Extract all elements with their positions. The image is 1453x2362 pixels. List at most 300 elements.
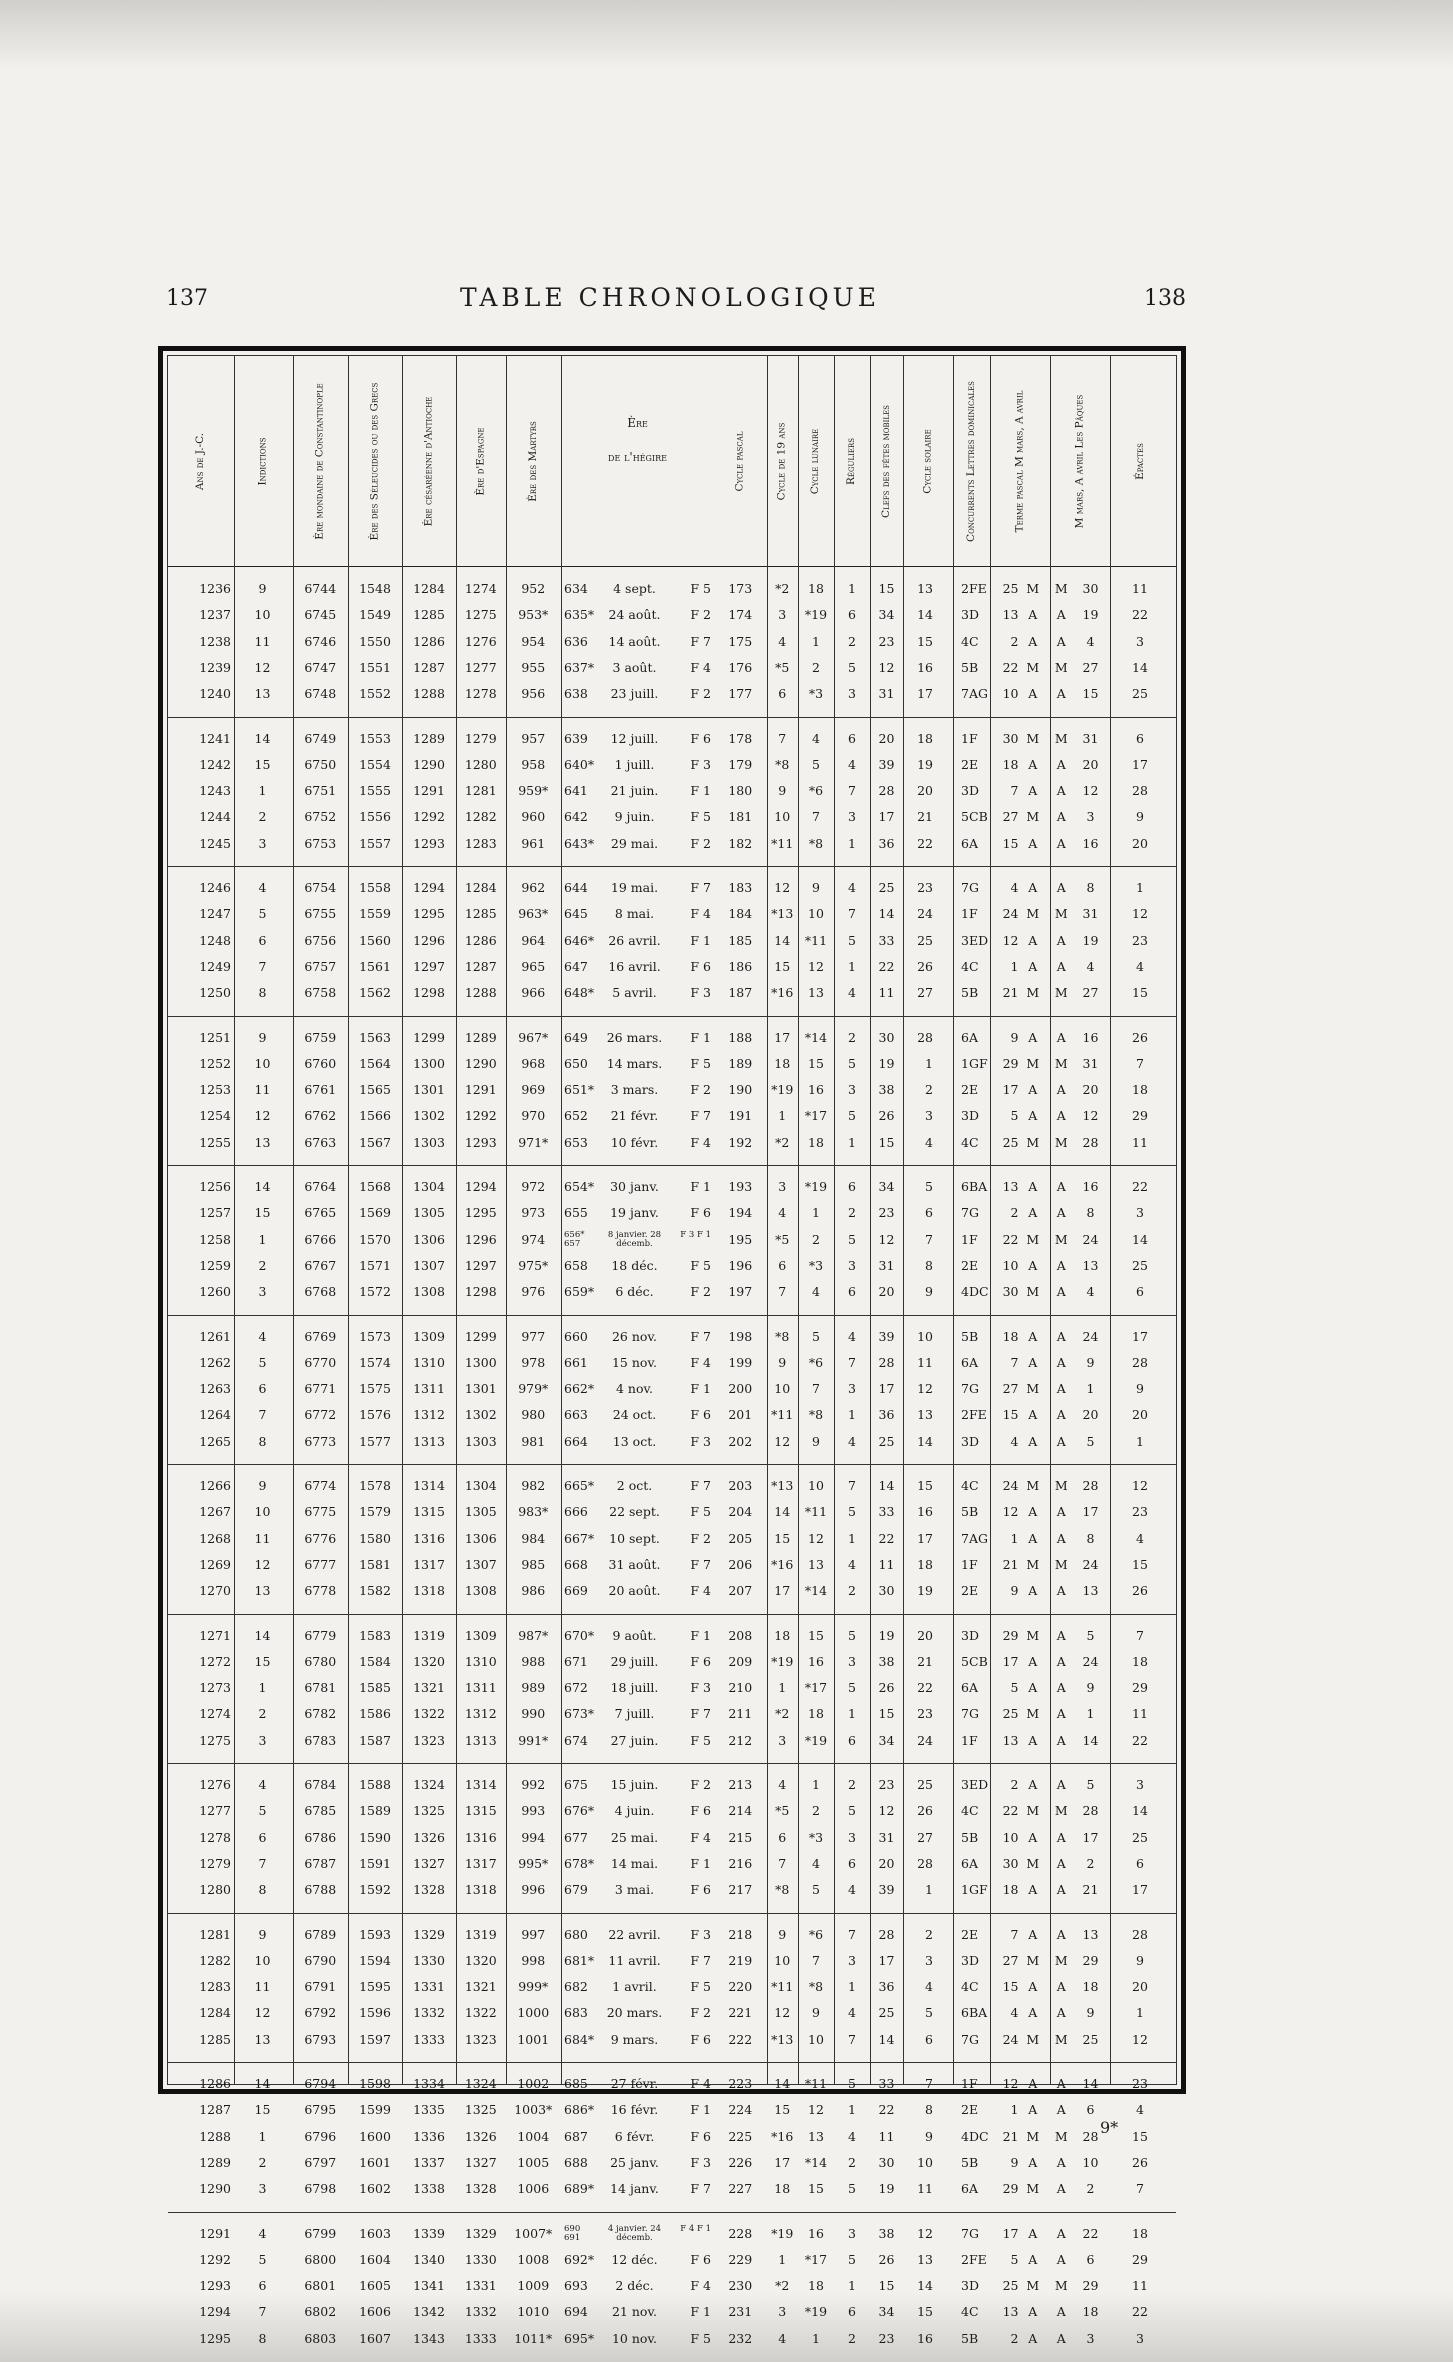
table-cell: 6798 <box>304 2181 337 2197</box>
table-cell: A <box>1056 835 1066 851</box>
table-cell: 186 <box>728 958 753 974</box>
table-cell: 6 <box>925 2031 933 2047</box>
table-cell: 15 <box>878 1706 895 1722</box>
table-cell: 20 <box>878 730 895 746</box>
table-cell: 1 <box>961 730 969 746</box>
table-cell: 9 <box>258 1478 267 1493</box>
table-cell: 666 <box>564 1504 588 1520</box>
table-cell: A <box>1028 1205 1038 1221</box>
table-cell: E <box>969 756 979 772</box>
table-cell: 15 <box>917 1478 933 1493</box>
table-cell: A <box>1028 1029 1038 1045</box>
table-cell: *19 <box>771 1653 794 1669</box>
table-cell: 3 <box>1086 809 1095 825</box>
table-cell: 6 <box>961 1179 969 1194</box>
table-cell: 1577 <box>359 1433 391 1449</box>
table-cell: 9 <box>1136 1952 1144 1968</box>
table-cell: 6792 <box>304 2005 337 2021</box>
table-cell: F <box>969 1231 978 1247</box>
table-cell: 25 <box>1002 1134 1019 1150</box>
table-cell: 24 oct. <box>612 1407 657 1423</box>
table-cell: 25 <box>1002 581 1019 596</box>
table-cell: 1306 <box>413 1231 445 1247</box>
table-cell: 5 <box>1086 1627 1095 1643</box>
table-cell: 7 <box>961 1706 969 1722</box>
table-cell: F 7 <box>690 1328 711 1344</box>
table-cell: 16 févr. <box>610 2102 659 2118</box>
table-cell: 4 <box>961 1284 969 1300</box>
table-cell: 22 <box>917 1680 933 1696</box>
table-cell: 1596 <box>359 2005 391 2021</box>
table-cell: F 6 <box>690 958 711 974</box>
table-cell: 26 <box>878 1108 895 1124</box>
column-header <box>714 362 767 560</box>
table-cell: 19 <box>1082 932 1099 948</box>
table-cell: F 3 <box>690 1433 711 1449</box>
table-cell: 17 <box>1002 1653 1019 1669</box>
table-cell: 1009 <box>517 2278 550 2294</box>
table-cell: 20 <box>1132 835 1148 851</box>
table-cell: 18 <box>1002 1882 1019 1898</box>
table-cell: 36 <box>878 1407 895 1423</box>
table-cell: M <box>1026 1381 1040 1397</box>
table-cell: 232 <box>728 2330 753 2346</box>
table-cell: 14 <box>774 932 791 948</box>
table-cell: 1260 <box>199 1284 231 1300</box>
table-cell: 2 <box>1086 2181 1095 2197</box>
table-cell: 208 <box>728 1627 753 1643</box>
table-cell: 1304 <box>413 1179 445 1194</box>
table-cell: 28 <box>1082 1803 1099 1819</box>
table-cell: 30 <box>1082 581 1099 596</box>
table-cell: 1308 <box>413 1284 445 1300</box>
table-cell: 4 <box>961 1478 969 1493</box>
table-cell: 3 <box>961 1627 969 1643</box>
table-cell: 4 <box>961 2304 969 2320</box>
table-cell: 11 avril. <box>608 1952 661 1968</box>
table-cell: 1 <box>1086 1381 1095 1397</box>
table-cell: 1329 <box>464 2225 497 2241</box>
table-cell: 15 <box>1002 1979 1019 1995</box>
table-cell: 5 <box>961 1829 969 1845</box>
table-cell: 1285 <box>464 906 497 922</box>
table-cell: 6 <box>961 1855 969 1871</box>
table-cell: 7 <box>1010 1926 1019 1942</box>
table-cell: *5 <box>775 659 790 675</box>
table-cell: 6759 <box>304 1029 337 1045</box>
table-cell: 1564 <box>359 1055 391 1071</box>
table-cell: 1279 <box>464 730 497 746</box>
table-cell: 996 <box>521 1882 546 1898</box>
table-cell: 33 <box>878 932 895 948</box>
table-cell: 19 <box>1082 607 1099 623</box>
table-cell: 1303 <box>464 1433 497 1449</box>
table-cell: 16 <box>1082 1029 1099 1045</box>
table-cell: 1277 <box>199 1803 231 1819</box>
table-cell: 637* <box>564 659 595 675</box>
table-cell: 1240 <box>199 686 231 702</box>
table-cell: 1565 <box>359 1082 391 1098</box>
table-cell: 1266 <box>199 1478 231 1493</box>
table-cell: 8 <box>258 1433 267 1449</box>
table-cell: 197 <box>728 1284 753 1300</box>
table-cell: 2 <box>848 1205 856 1221</box>
table-cell: 15 <box>254 1205 271 1221</box>
table-cell: 28 <box>1132 1926 1148 1942</box>
table-cell: 4 <box>961 2128 969 2144</box>
table-cell: 221 <box>728 2005 753 2021</box>
table-cell: 4 <box>812 1284 820 1300</box>
table-cell: 5 <box>961 1653 969 1669</box>
table-cell: 24 <box>1082 1328 1099 1344</box>
table-cell: 1553 <box>359 730 391 746</box>
table-cell: 3 <box>778 1732 787 1748</box>
table-cell: 1 <box>961 1732 969 1748</box>
table-cell: F 5 <box>690 1979 711 1995</box>
table-cell: 1268 <box>199 1530 231 1546</box>
table-cell: 982 <box>521 1478 546 1493</box>
table-cell: FE <box>969 1407 987 1423</box>
table-cell: 1259 <box>199 1257 231 1273</box>
table-cell: 12 <box>917 1381 933 1397</box>
table-cell: A <box>1056 1205 1066 1221</box>
table-cell: 12 <box>1132 1478 1148 1493</box>
table-cell: 7 <box>848 906 856 922</box>
table-cell: 6 <box>961 2181 969 2197</box>
table-cell: 1284 <box>199 2005 231 2021</box>
table-cell: 17 <box>774 1029 791 1045</box>
table-cell: M <box>1026 1134 1040 1150</box>
table-cell: 10 sept. <box>609 1530 660 1546</box>
table-cell: 10 <box>917 2154 933 2170</box>
table-cell: 7 <box>848 1354 856 1370</box>
table-cell: 200 <box>728 1381 753 1397</box>
table-cell: 1560 <box>359 932 391 948</box>
table-cell: 6 <box>848 607 856 623</box>
table-cell: 12 juill. <box>610 730 659 746</box>
table-cell: 8 <box>258 1882 267 1898</box>
table-cell: 9 <box>1136 809 1144 825</box>
table-cell: 1255 <box>199 1134 231 1150</box>
table-cell: 26 <box>878 2251 895 2267</box>
table-cell: 1328 <box>464 2181 497 2197</box>
table-cell: 1290 <box>199 2181 231 2197</box>
table-cell: A <box>969 1029 979 1045</box>
table-cell: A <box>1056 2304 1066 2320</box>
table-cell: 1 <box>1010 2102 1019 2118</box>
table-cell: 4 <box>778 633 787 649</box>
table-cell: 20 août. <box>608 1583 661 1599</box>
table-cell: 15 <box>774 958 791 974</box>
hegire-header-bottom: de l'hégire <box>608 450 667 464</box>
table-cell: 6 <box>778 686 787 702</box>
table-cell: A <box>1028 958 1038 974</box>
table-cell: 7 <box>258 1855 267 1871</box>
table-cell: 964 <box>521 932 546 948</box>
table-cell: 995* <box>518 1855 549 1871</box>
table-cell: *17 <box>804 1680 828 1696</box>
table-cell: 1327 <box>464 2154 497 2170</box>
table-cell: 27 <box>1082 985 1099 1001</box>
table-cell: 686* <box>564 2102 595 2118</box>
table-cell: 26 <box>1132 1583 1148 1599</box>
table-cell: E <box>969 2102 979 2118</box>
table-cell: 1 <box>848 2102 856 2118</box>
block-separator <box>168 717 1176 718</box>
table-cell: 3 <box>848 1952 856 1968</box>
table-cell: 641 <box>564 783 588 799</box>
table-cell: F 6 <box>690 1803 711 1819</box>
table-cell: 1552 <box>359 686 391 702</box>
table-cell: 180 <box>728 783 753 799</box>
table-cell: *2 <box>775 1706 790 1722</box>
table-cell: 5 <box>258 1803 267 1819</box>
table-cell: M <box>1054 1055 1068 1071</box>
table-cell: 1305 <box>413 1205 445 1221</box>
table-cell: 11 <box>917 2181 933 2197</box>
table-cell: 13 <box>917 581 933 596</box>
table-cell: M <box>1026 1556 1040 1572</box>
table-cell: 27 <box>1082 659 1099 675</box>
table-cell: M <box>1026 1478 1040 1493</box>
table-cell: 6 <box>258 2278 267 2294</box>
table-cell: 1601 <box>359 2154 391 2170</box>
table-cell: 1 <box>812 1777 820 1792</box>
table-cell: *16 <box>771 985 794 1001</box>
table-cell: 684* <box>564 2031 595 2047</box>
table-cell: 21 <box>1002 2128 1019 2144</box>
table-cell: 1325 <box>464 2102 497 2118</box>
table-cell: 954 <box>521 633 546 649</box>
table-cell: 1 juill. <box>614 756 655 772</box>
table-cell: 22 <box>1132 1179 1148 1194</box>
table-cell: 6772 <box>304 1407 337 1423</box>
table-cell: 12 <box>1002 932 1019 948</box>
table-cell: 989 <box>521 1680 546 1696</box>
table-cell: 19 mai. <box>610 880 659 895</box>
table-cell: 1256 <box>199 1179 231 1194</box>
table-cell: 1244 <box>199 809 231 825</box>
table-cell: 10 <box>1082 2154 1099 2170</box>
table-cell: A <box>1056 2225 1066 2241</box>
table-cell: A <box>1056 2181 1066 2197</box>
table-cell: A <box>1028 1653 1038 1669</box>
table-cell: 12 <box>1132 2031 1148 2047</box>
table-cell: A <box>1028 1407 1038 1423</box>
table-cell: 28 <box>1082 1478 1099 1493</box>
table-cell: M <box>1054 581 1068 596</box>
table-cell: 192 <box>728 1134 753 1150</box>
table-cell: 25 <box>917 1777 933 1792</box>
table-cell: 190 <box>728 1082 753 1098</box>
column-header-label: Ans de J.-C. <box>194 432 207 490</box>
table-cell: 21 <box>1002 1556 1019 1572</box>
table-cell: 21 <box>917 1653 933 1669</box>
table-cell: 38 <box>878 1082 895 1098</box>
table-cell: 679 <box>564 1882 588 1898</box>
table-cell: 18 <box>1082 2304 1099 2320</box>
table-cell: 1295 <box>413 906 445 922</box>
table-cell: F 5 <box>690 581 711 596</box>
table-cell: 14 <box>917 607 933 623</box>
table-cell: *2 <box>775 1134 790 1150</box>
table-cell: 10 <box>917 1328 933 1344</box>
table-cell: 1331 <box>464 2278 497 2294</box>
table-cell: A <box>1028 2102 1038 2118</box>
table-cell: 6793 <box>304 2031 337 2047</box>
table-cell: M <box>1054 2128 1068 2144</box>
table-cell: 1576 <box>359 1407 391 1423</box>
table-cell: 1 <box>1010 958 1019 974</box>
table-cell: 5 <box>848 932 856 948</box>
table-cell: 1 <box>1136 880 1144 895</box>
table-cell: 1324 <box>413 1777 445 1792</box>
table-cell: A <box>1028 1680 1038 1696</box>
table-cell: 1317 <box>464 1855 497 1871</box>
table-cell: 4 <box>812 1855 820 1871</box>
table-cell: A <box>1028 1882 1038 1898</box>
table-cell: 1277 <box>464 659 497 675</box>
table-cell: 1285 <box>199 2031 231 2047</box>
table-cell: F 6 <box>690 730 711 746</box>
table-cell: 1269 <box>199 1556 231 1572</box>
table-cell: 1590 <box>359 1829 391 1845</box>
table-cell: 6 déc. <box>615 1284 654 1300</box>
table-cell: A <box>1028 2330 1038 2346</box>
table-cell: A <box>1056 1926 1066 1942</box>
table-cell: 7 <box>1136 1627 1144 1643</box>
table-cell: F 2 <box>690 1284 711 1300</box>
table-cell: 12 <box>878 1803 895 1819</box>
table-cell: 218 <box>728 1926 753 1942</box>
table-cell: 685 <box>564 2076 588 2091</box>
table-cell: 216 <box>728 1855 753 1871</box>
table-cell: 1287 <box>464 958 497 974</box>
table-cell: 6763 <box>304 1134 337 1150</box>
table-cell: 680 <box>564 1926 588 1942</box>
table-cell: GF <box>969 1882 988 1898</box>
table-cell: 1286 <box>199 2076 231 2091</box>
column-header-label: Ère césaréenne d'Antioche <box>422 396 435 526</box>
column-header <box>234 362 293 560</box>
table-cell: 638 <box>564 686 588 702</box>
table-cell: 1251 <box>199 1029 231 1045</box>
table-cell: 1585 <box>359 1680 391 1696</box>
table-cell: 7 <box>961 686 969 702</box>
table-cell: 648* <box>564 985 595 1001</box>
table-cell: 23 <box>878 1205 895 1221</box>
table-cell: 961 <box>521 835 546 851</box>
table-cell: C <box>969 1803 979 1819</box>
table-cell: 1010 <box>517 2304 550 2320</box>
table-cell: 18 <box>1002 1328 1019 1344</box>
table-cell: F 1 <box>690 1179 711 1194</box>
table-cell: 1280 <box>464 756 497 772</box>
table-cell: 230 <box>728 2278 753 2294</box>
table-cell: 6803 <box>304 2330 337 2346</box>
table-cell: 1294 <box>199 2304 231 2320</box>
table-cell: 6754 <box>304 880 337 895</box>
table-cell: A <box>1056 2102 1066 2118</box>
table-cell: 12 <box>1002 2076 1019 2091</box>
table-cell: 25 <box>917 932 933 948</box>
table-cell: 30 janv. <box>610 1179 659 1194</box>
table-cell: 6774 <box>304 1478 337 1493</box>
table-cell: 3 <box>848 2225 856 2241</box>
table-cell: 1281 <box>464 783 497 799</box>
table-cell: 179 <box>728 756 753 772</box>
table-cell: 8 <box>1086 1530 1095 1546</box>
table-cell: 1330 <box>464 2251 497 2267</box>
table-cell: 965 <box>521 958 546 974</box>
column-header <box>402 362 456 560</box>
table-cell: 695* <box>564 2330 595 2346</box>
table-cell: 38 <box>878 1653 895 1669</box>
table-cell: 21 <box>1082 1882 1099 1898</box>
table-cell: F 6 <box>690 1205 711 1221</box>
table-cell: 26 <box>878 1680 895 1696</box>
table-cell: 1252 <box>199 1055 231 1071</box>
table-cell: 6747 <box>304 659 337 675</box>
table-cell: 12 <box>774 2005 791 2021</box>
column-header <box>953 362 991 560</box>
table-cell: 12 <box>1082 783 1099 799</box>
table-cell: 1549 <box>359 607 391 623</box>
table-cell: E <box>969 1926 979 1942</box>
table-cell: A <box>1028 932 1038 948</box>
table-cell: 3 <box>1136 2330 1144 2346</box>
column-header <box>870 362 903 560</box>
table-cell: 29 <box>1132 1680 1148 1696</box>
table-cell: 3 mai. <box>614 1882 655 1898</box>
table-cell: 11 <box>254 633 271 649</box>
table-cell: 6758 <box>304 985 337 1001</box>
table-cell: 9 <box>812 880 820 895</box>
table-cell: 1278 <box>464 686 497 702</box>
table-cell: 8 <box>258 2330 267 2346</box>
table-cell: 13 <box>917 1407 933 1423</box>
table-cell: 15 <box>1132 985 1148 1001</box>
table-cell: 174 <box>728 607 753 623</box>
table-cell: M <box>1026 1627 1040 1643</box>
table-cell: 20 <box>1132 1407 1148 1423</box>
table-cell: 1288 <box>199 2128 231 2144</box>
table-cell: 1275 <box>199 1732 231 1748</box>
table-cell: 1279 <box>199 1855 231 1871</box>
table-cell: 1307 <box>464 1556 497 1572</box>
table-cell: 4 <box>848 2005 856 2021</box>
table-cell: 1261 <box>199 1328 231 1344</box>
table-cell: 1323 <box>464 2031 497 2047</box>
table-cell: 2 <box>961 1926 969 1942</box>
table-cell: 6767 <box>304 1257 337 1273</box>
table-cell: A <box>1056 1583 1066 1599</box>
table-cell: F 3 <box>690 985 711 1001</box>
table-cell: 1581 <box>359 1556 391 1572</box>
table-cell: A <box>1056 1882 1066 1898</box>
table-cell: M <box>1026 985 1040 1001</box>
table-cell: 14 <box>774 2076 791 2091</box>
table-cell: F 4 <box>690 1583 711 1599</box>
table-cell: 2 <box>961 1407 969 1423</box>
table-cell: F 2 <box>690 686 711 702</box>
table-cell: M <box>1026 2031 1040 2047</box>
table-cell: 3 <box>961 1952 969 1968</box>
table-cell: 5 <box>961 2154 969 2170</box>
table-cell: *14 <box>804 1583 828 1599</box>
table-cell: F 7 <box>690 880 711 895</box>
table-cell: 16 <box>1082 1179 1099 1194</box>
